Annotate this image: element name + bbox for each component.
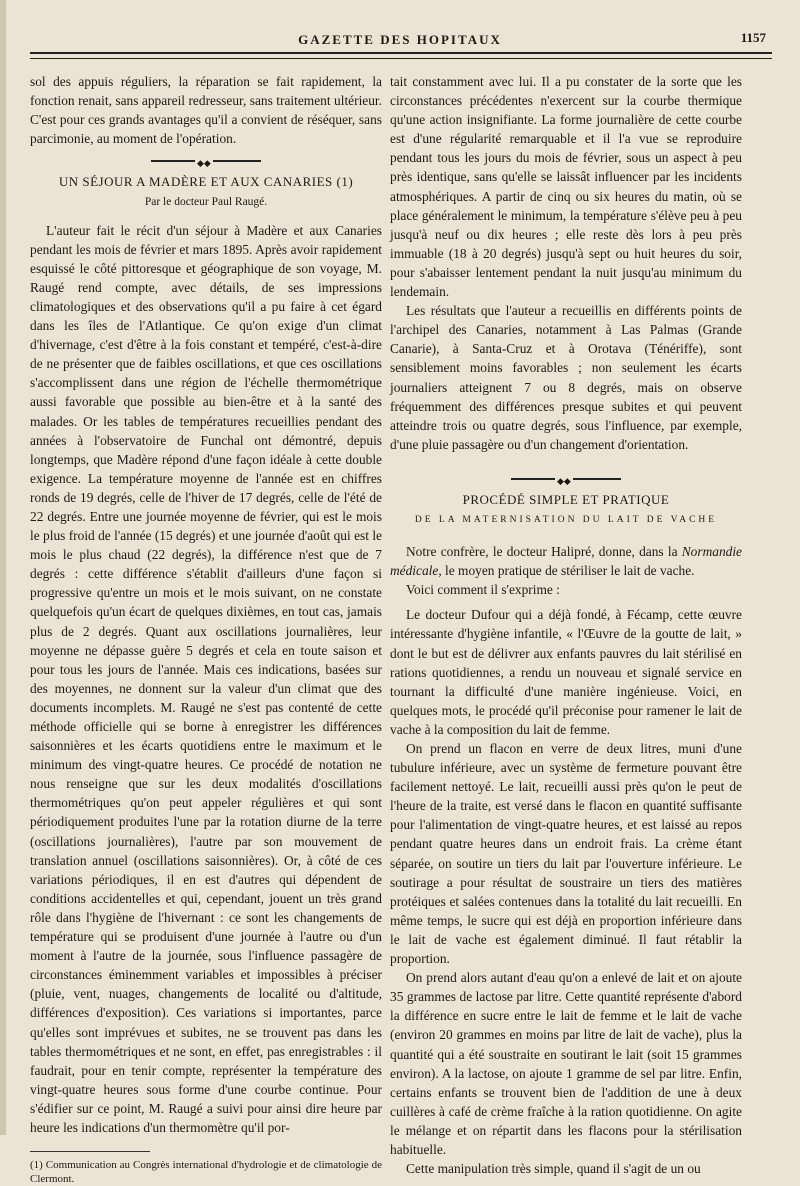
- ornament: ◆◆: [195, 154, 213, 173]
- paragraph: [390, 542, 742, 580]
- article-byline: Par le docteur Paul Raugé.: [144, 196, 268, 209]
- journal-name: Normandie médicale: [390, 544, 742, 579]
- article-title: PROCÉDÉ SIMPLE ET PRATIQUE: [462, 491, 670, 507]
- paragraph: L'auteur fait le récit d'un séjour à Madère et aux Canaries pendant les mois de février et mars 1895. Après avoir rapidement esquissé le côté pittoresque et géographique de son voyage, M. Raugé rend compte, avec détails, de ses impressions climatologiques et des observations qu'il a pu faire à cet égard dans les îles de l'Atlantique. Ce qu'on exige d'un climat d'hivernage, c'est d'être à la fois constant et tempéré, c'est-à-dire de ne présenter que de faibles oscillations, et que ces oscillations s'accomplissent dans une région de l'échelle thermométrique aussi favorable que possible au bien-être et à la santé des malades. Or les tables de températures recueillies pendant des années à l'observatoire de Funchal ont démontré, depuis longtemps, que Madère répond d'une façon idéale à cette double exigence. La température moyenne de l'année est en chiffres ronds de 19 degrés, celle de l'hiver de 17 degrés, celle de l'été de 22 degrés. Entre une journée moyenne de février, qui est le mois le plus froid de l'année (15 degrés) et une journée d'août qui est le mois le plus chaud (22 degrés), la différence n'est que de 7 degrés : cette différence s'établit d'ailleurs d'une façon si progressive qu'entre un mois et le mois suivant, on ne constate quelquefois qu'un écart de quelques dixièmes, en tout cas, jamais plus de 2 degrés. Quant aux oscillations journalières, leur moyenne ne dépasse guère 5 degrés et cela en toute saison et pour tous les jours de l'année. Mais ces indications, basées sur des moyennes, ne donnent sur la valeur d'un climat que des documents incomplets. M. Raugé ne s'est pas contenté de cette méthode officielle qui se borne à enregistrer les différences saisonnières et les écarts quotidiens entre le maximum et le minimum des vingt-quatre heures. Ce procédé de notation ne nous renseigne que sur les deux modalités d'oscillations thermométriques qu'on peut appeler régulières et qui sont périodiquement produites l'une par la rotation diurne de la terre (oscillations journalières), l'autre par son mouvement de translation annuel (oscillations saisonnières). Or, à côté de ces variations périodiques, il en est d'autres qui dépendent de conditions accidentelles et qui, cependant, jouent un très grand rôle dans l'hygiène de l'hivernant : ce sont les changements de température qui se produisent d'une journée à l'autre ou d'un moment à l'autre de la journée, sous l'influence passagère de circonstances éminemment variables et impossibles à préciser (pluie, vent, nuages, changements de localité ou d'altitude, différences d'exposition). Ces variations si importantes, parce qu'elles sont imprévues et subites, ne se trouvent pas dans les tables thermométriques et ne sont, en effet, pas enregistrables : il faudrait, pour en tenir compte, représenter la température des vingt-quatre heures sous forme d'une courbe continue. Pour s'édifier sur ce point, M. Raugé a suivi pour ainsi dire heure par heure les indications d'un thermomètre qu'il por-: [30, 222, 382, 1135]
- footnote: (1) Communication au Congrès international d'hydrologie et de climatologie de Clermont.: [30, 1159, 382, 1186]
- header-rule-thin: [30, 58, 772, 59]
- right-column: [390, 72, 742, 1178]
- quoted-paragraph: On prend alors autant d'eau qu'on a enlevé de lait et on ajoute 35 grammes de lactose par litre. Cette quantité représente d'abord la différence en sucre entre le lait de femme et le lait de vache (environ 20 grammes en moins par litre de lait de vache), plus la quantité qui a été soustraite en soutirant le lait (soit 15 grammes environ). A la lactose, on ajoute 1 gramme de sel par litre. Enfin, certains enfants se trouvent bien de l'addition de une à deux cuillères à café de crème fraîche à la ration quotidienne. On agite le mélange et on répartit dans les flacons pour la stérilisation habituelle.: [390, 970, 742, 1157]
- article-title: UN SÉJOUR A MADÈRE ET AUX CANARIES (1): [58, 174, 354, 190]
- text-run: , le moyen pratique de stériliser le lait de vache.: [438, 563, 695, 579]
- journal-title: GAZETTE DES HOPITAUX: [298, 32, 502, 47]
- paragraph: tait constamment avec lui. Il a pu constater de la sorte que les circonstances précédentes n'exercent sur la courbe thermique qu'une action insignifiante. La forme journalière de cette courbe est d'une régularité remarquable et il l'a vue se reproduire pendant tous les jours du mois de février, sous un aspect à peu près identique, sans qu'elle se laissât influencer par les incidents atmosphériques. A partir de cinq ou six heures du matin, où se place généralement le minimum, la température s'élève peu à peu jusqu'à neuf ou dix heures ; elle reste dès lors à peu près immuable (18 à 20 degrés) jusqu'à sept ou huit heures du soir, pour s'abaisser lentement pendant la nuit jusqu'au minimum du lendemain.: [390, 74, 742, 300]
- paragraph: Cette manipulation très simple, quand il s'agit de un ou: [406, 1161, 701, 1177]
- paragraph: Voici comment il s'exprime :: [406, 582, 560, 598]
- paragraph: sol des appuis réguliers, la réparation se fait rapidement, la fonction renait, sans appareil redresseur, sans traitement ultérieur. C'est pour ces grands avantages qu'il a convient de réséquer, sans parcimonie, au moment de l'opération.: [30, 74, 382, 147]
- quoted-paragraph: Le docteur Dufour qui a déjà fondé, à Fécamp, cette œuvre intéressante d'hygiène infantile, « l'Œuvre de la goutte de lait, » dont le but est de délivrer aux enfants pauvres du lait stérilisé en rations quotidiennes, a rendu un nouveau et signalé service en tournant la difficulté d'une manière ingénieuse. Voici, en quelques mots, le procédé qu'il préconise pour ramener le lait de vache à la composition du lait de femme.: [390, 607, 742, 737]
- running-header: [30, 26, 770, 52]
- paragraph: Les résultats que l'auteur a recueillis en différents points de l'archipel des Canaries, notamment à Las Palmas (Grande Canarie), à Santa-Cruz et à Orotava (Ténériffe), sont sensiblement moins favorables ; non seulement les écarts journaliers atteignent 7 ou 8 degrés, mais on observe fréquemment des différences presque subites et qui peuvent atteindre trois ou quatre degrés, sous l'influence, par exemple, d'une pluie passagère ou d'un changement d'orientation.: [390, 303, 742, 452]
- footnote-rule: [30, 1151, 150, 1152]
- text-run: Notre confrère, le docteur Halipré, donne, dans la: [406, 544, 682, 560]
- section-separator: [151, 158, 261, 169]
- section-separator: [511, 475, 621, 486]
- ornament: ◆◆: [555, 472, 573, 491]
- left-column: [30, 72, 382, 1186]
- page-number: 1157: [740, 30, 766, 45]
- binding-edge: [0, 0, 6, 1135]
- article-subtitle: DE LA MATERNISATION DU LAIT DE VACHE: [414, 514, 718, 525]
- quoted-paragraph: On prend un flacon en verre de deux litres, muni d'une tubulure inférieure, avec un système de fermeture pouvant être facilement nettoyé. Le lait, recueilli aussi près qu'on le peut de l'heure de la traite, est versé dans le flacon en quantité suffisante pour l'alimentation de vingt-quatre heures, et est laissé au repos pendant quatre heures dans un endroit frais. La crème étant séparée, on soutire un tiers du lait par l'ouverture inférieure. Le soutirage a pour résultat de soustraire un tiers des matières protéiques et salées contenues dans la totalité du lait recueilli. En même temps, le sucre qui est déjà en proportion inférieure dans le lait de vache est également diminué. Il faut rétablir la proportion.: [390, 741, 742, 967]
- header-rule: [30, 52, 772, 54]
